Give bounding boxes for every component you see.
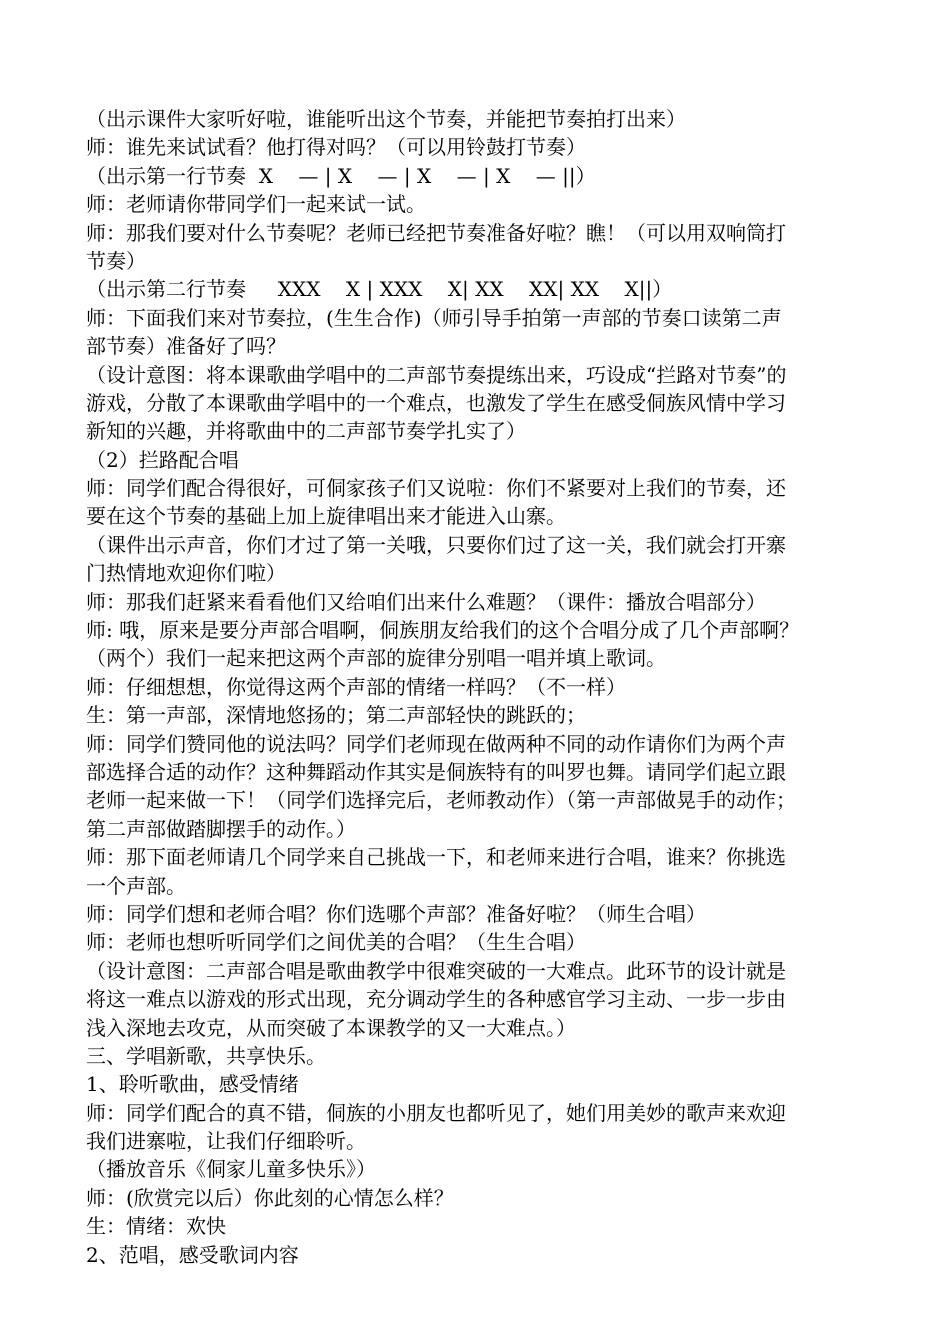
text-line: 一个声部。 [86,873,186,898]
text-line: 将这一难点以游戏的形式出现，充分调动学生的各种感官学习主动、一步一步由 [86,987,786,1012]
text-line: 师：同学们赞同他的说法吗？同学们老师现在做两种不同的动作请你们为两个声 [86,731,786,756]
text-line: （设计意图：将本课歌曲学唱中的二声部节奏提练出来，巧设成“拦路对节奏”的 [86,362,787,387]
text-line: 师：老师请你带同学们一起来试一试。 [86,192,426,217]
text-line: 师：那下面老师请几个同学来自己挑战一下，和老师来进行合唱，谁来？你挑选 [86,845,786,870]
text-line: 师：(欣赏完以后）你此刻的心情怎么样？ [86,1185,454,1210]
text-line: 师：老师也想听听同学们之间优美的合唱？（生生合唱） [86,930,586,955]
text-line: 师：同学们想和老师合唱？你们选哪个声部？准备好啦？（师生合唱） [86,901,706,926]
text-line: 师：下面我们来对节奏拉，(生生合作)（师引导手拍第一声部的节奏口读第二声 [86,305,782,330]
text-line: （出示课件大家听好啦，谁能听出这个节奏，并能把节奏拍打出来） [86,107,686,131]
text-line: 生：第一声部，深情地悠扬的；第二声部轻快的跳跃的； [86,703,586,728]
text-line: 游戏，分散了本课歌曲学唱中的一个难点，也激发了学生在感受侗族风情中学习 [86,390,786,415]
text-line: 师：那我们要对什么节奏呢？老师已经把节奏准备好啦？瞧！（可以用双响筒打 [86,220,786,245]
text-line: 门热情地欢迎你们啦） [86,561,286,586]
text-line: 2、范唱，感受歌词内容 [86,1242,299,1267]
text-line: 老师一起来做一下！（同学们选择完后，老师教动作）（第一声部做晃手的动作； [86,788,796,813]
text-line: 部选择合适的动作？这种舞蹈动作其实是侗族特有的叫罗也舞。请同学们起立跟 [86,759,786,784]
text-line: 部节奏）准备好了吗？ [86,334,286,359]
text-line: 我们进寨啦，让我们仔细聆听。 [86,1129,366,1154]
text-line: （两个）我们一起来把这两个声部的旋律分别唱一唱并填上歌词。 [86,646,666,671]
text-line: （2）拦路配合唱 [86,447,239,472]
text-line: 要在这个节奏的基础上加上旋律唱出来才能进入山寨。 [86,504,566,529]
text-line: 师：那我们赶紧来看看他们又给咱们出来什么难题？（课件：播放合唱部分） [86,589,766,614]
text-line: 师: 哦，原来是要分声部合唱啊，侗族朋友给我们的这个合唱分成了几个声部啊？ [86,618,800,643]
document-body [86,105,886,1269]
text-line: 1、聆听歌曲，感受情绪 [86,1072,299,1097]
text-line: 第二声部做踏脚摆手的动作。） [86,816,356,841]
text-line: 师：同学们配合得很好，可侗家孩子们又说啦：你们不紧要对上我们的节奏，还 [86,476,786,501]
text-line: （设计意图：二声部合唱是歌曲教学中很难突破的一大难点。此环节的设计就是 [86,958,786,983]
text-line: （出示第二行节奏 XXX X | XXX X| XX XX| XX X||） [86,277,673,302]
text-line: 生：情绪：欢快 [86,1214,226,1239]
text-line: （播放音乐《侗家儿童多快乐》） [86,1157,376,1182]
text-line: 三、学唱新歌，共享快乐。 [86,1043,326,1068]
text-line: 节奏） [86,248,146,273]
text-line: 师：仔细想想，你觉得这两个声部的情绪一样吗？（不一样） [86,674,626,699]
text-line: 浅入深地去攻克，从而突破了本课教学的又一大难点。） [86,1015,576,1040]
text-line: （出示第一行节奏 X — | X — | X — | X — ||） [86,163,596,188]
text-line: 新知的兴趣，并将歌曲中的二声部节奏学扎实了） [86,419,526,444]
text-line: （课件出示声音，你们才过了第一关哦，只要你们过了这一关，我们就会打开寨 [86,532,786,557]
text-line: 师：谁先来试试看？他打得对吗？（可以用铃鼓打节奏） [86,135,586,160]
text-line: 师：同学们配合的真不错，侗族的小朋友也都听见了，她们用美妙的歌声来欢迎 [86,1100,786,1125]
